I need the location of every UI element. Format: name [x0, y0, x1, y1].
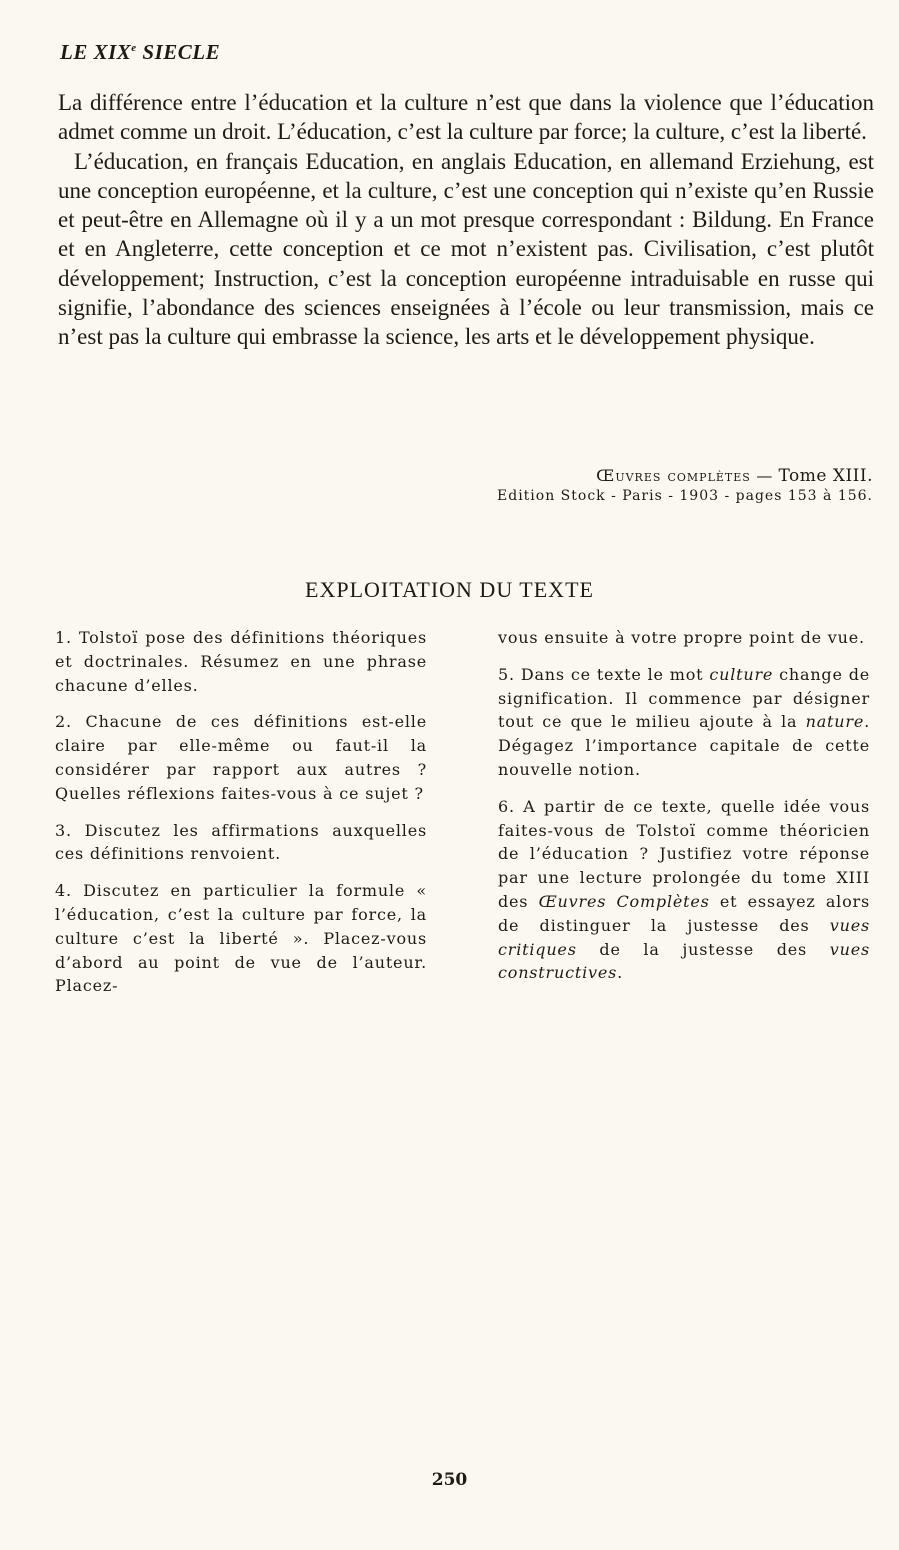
source-work-line — [497, 466, 873, 486]
question-5-text: 5. Dans ce texte le mot — [498, 664, 710, 684]
question-4-continued: vous ensuite à votre propre point de vue. — [498, 628, 865, 647]
question-1: 1. Tolstoï pose des définitions théoriques et doctrinales. Résumez en une phrase chacune d’elles. — [55, 628, 427, 695]
question-5 — [498, 663, 870, 782]
source-edition: Edition Stock - Paris - 1903 - pages 153 à 156. — [497, 488, 873, 504]
source-citation — [497, 466, 873, 504]
question-5-text: . Dégagez l’importance capitale de cette nouvelle notion. — [498, 712, 870, 779]
question-5-emphasis-nature: nature — [805, 712, 865, 732]
question-5-text: change de signification. Il commence par désigner tout ce que le milieu ajoute à la — [498, 664, 871, 732]
question-6-text: de la justesse des — [576, 939, 830, 959]
question-6-text: 6. A partir de ce texte, quelle idée vous faites-vous de Tolstoï comme théoricien de l’éducation ? Justifiez votre réponse par une lecture prolongée du tome XIII des — [498, 796, 870, 911]
question-6-text: . — [617, 963, 624, 983]
question-4: 4. Discutez en particulier la formule « l’éducation, c’est la culture par force, la culture c’est la liberté ». Placez-vous d’abord au point de vue de l’auteur. Placez- — [55, 881, 427, 996]
running-head-suffix: SIECLE — [136, 40, 221, 64]
source-tome: Tome XIII. — [778, 466, 873, 486]
excerpt-text — [58, 88, 874, 352]
page-number: 250 — [431, 1470, 468, 1490]
running-head-prefix: LE XIX — [60, 40, 132, 64]
question-6 — [498, 795, 870, 985]
running-head-superscript: e — [131, 42, 137, 54]
question-6-emphasis-constructives: vues constructives — [498, 939, 870, 983]
questions-right-column — [498, 626, 870, 998]
source-dash: — — [750, 466, 779, 485]
question-6-text: et essayez alors de distinguer la justesse des — [498, 891, 870, 935]
question-5-emphasis-culture: culture — [709, 664, 774, 684]
running-head — [60, 40, 220, 65]
excerpt-paragraph-2: L’éducation, en français Education, en anglais Education, en allemand Erziehung, est une conception européenne, et la culture, c’est une conception qui n’existe qu’en Russie et peut-être en Allemagne où il y a un mot presque correspondant : Bildung. En France et en Angleterre, cette conception et ce mot n’existent pas. Civilisation, c’est plutôt développement; Instruction, c’est la conception européenne intraduisable en russe qui signifie, l’abondance des sciences enseignées à l’école ou leur transmission, mais ce n’est pas la culture qui embrasse la science, les arts et le développement physique. — [58, 148, 874, 350]
section-title: EXPLOITATION DU TEXTE — [305, 577, 594, 602]
questions-left-column — [55, 626, 427, 1011]
question-3: 3. Discutez les affirmations auxquelles ces définitions renvoient. — [55, 820, 427, 864]
excerpt-paragraph-1: La différence entre l’éducation et la culture n’est que dans la violence que l’éducation admet comme un droit. L’éducation, c’est la culture par force; la culture, c’est la liberté. — [58, 90, 874, 145]
question-2: 2. Chacune de ces définitions est-elle claire par elle-même ou faut-il la considérer par rapport aux autres ? Quelles réflexions faites-vous à ce sujet ? — [55, 712, 427, 803]
question-6-emphasis-critiques: vues critiques — [498, 915, 870, 959]
source-work: Œuvres complètes — [596, 466, 751, 485]
question-6-emphasis-title: Œuvres Complètes — [538, 891, 710, 911]
